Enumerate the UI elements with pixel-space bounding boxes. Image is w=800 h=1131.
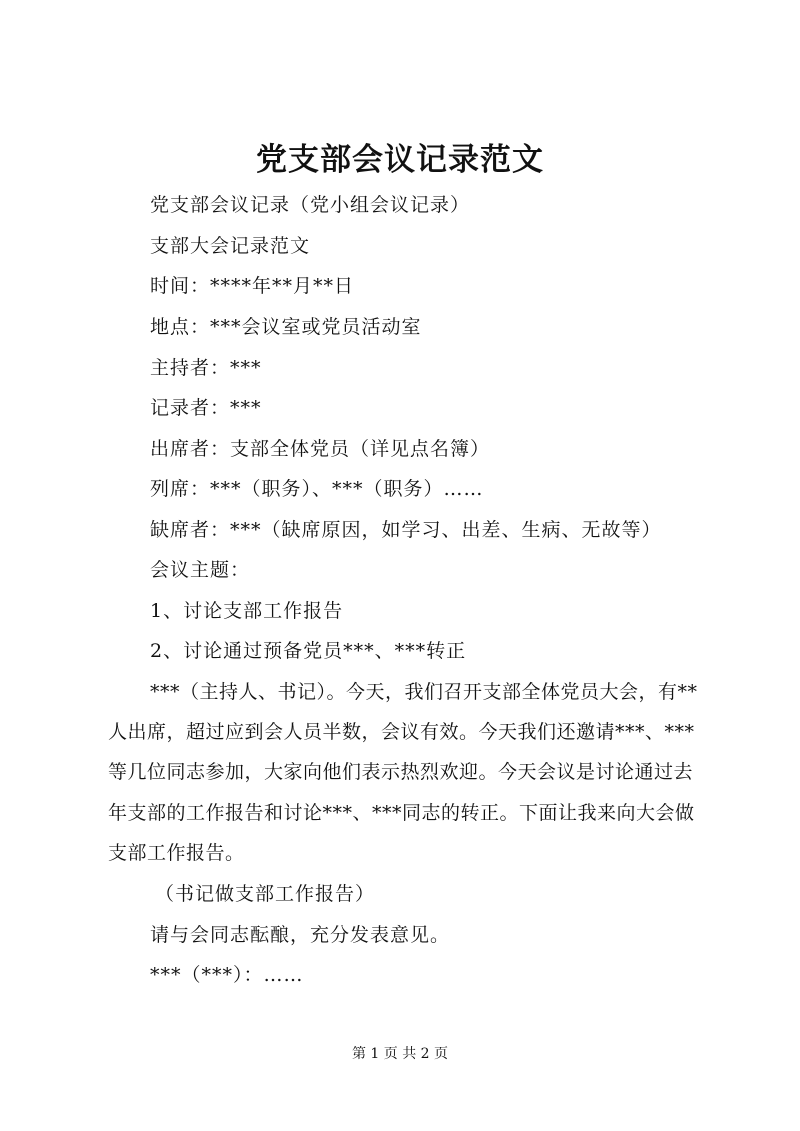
text-line: 列席：***（职务）、***（职务）……: [150, 478, 484, 500]
body-paragraph: ***（主持人、书记）。今天，我们召开支部全体党员大会，有**人出席，超过应到会人员半数，会议有效。今天我们还邀请***、***等几位同志参加，大家向他们表示热烈欢迎。今天会议是讨论通过去年支部的工作报告和讨论***、***同志的转正。下面让我来向大会做支部工作报告。: [108, 681, 698, 864]
document-title: 党支部会议记录范文: [256, 142, 544, 178]
text-line: 地点：***会议室或党员活动室: [150, 316, 422, 338]
text-line: ***（***）：……: [150, 964, 304, 986]
page-footer: 第 1 页 共 2 页: [351, 1046, 449, 1062]
text-line: 1、讨论支部工作报告: [150, 600, 344, 622]
text-line: 出席者：支部全体党员（详见点名簿）: [150, 438, 491, 460]
text-line: 会议主题：: [150, 559, 251, 581]
text-line: 缺席者：***（缺席原因，如学习、出差、生病、无故等）: [150, 519, 662, 541]
text-line: 记录者：***: [150, 397, 262, 419]
text-line: 2、讨论通过预备党员***、***转正: [150, 640, 467, 662]
text-line: 请与会同志酝酿，充分发表意见。: [150, 924, 451, 946]
text-line: 党支部会议记录（党小组会议记录）: [150, 194, 471, 216]
text-line: 时间：****年**月**日: [150, 275, 355, 297]
text-line: （书记做支部工作报告）: [155, 883, 376, 905]
text-line: 支部大会记录范文: [150, 235, 311, 257]
text-line: 主持者：***: [150, 357, 262, 379]
